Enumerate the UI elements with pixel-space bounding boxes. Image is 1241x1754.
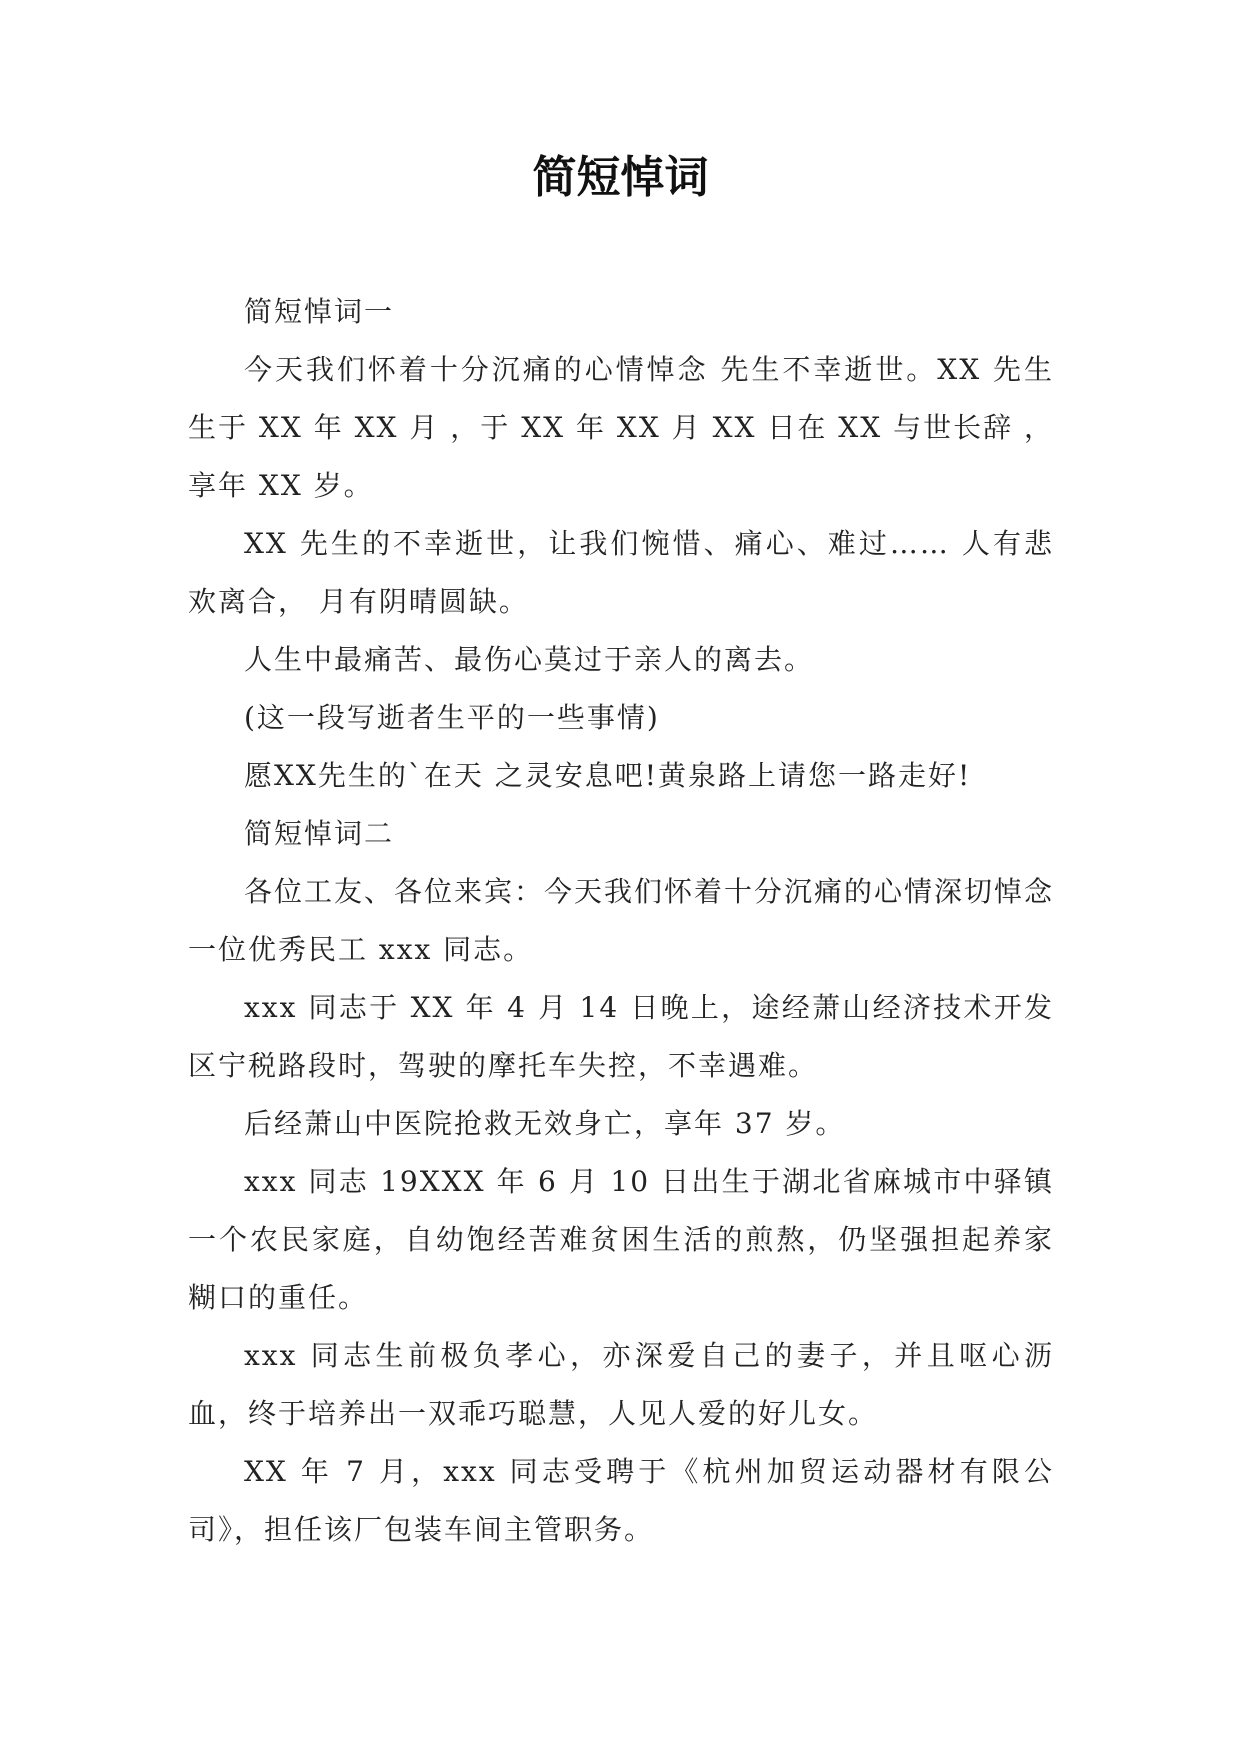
paragraph: XX 年 7 月，xxx 同志受聘于《杭州加贸运动器材有限公司》，担任该厂包装车间主管职务。 (188, 1455, 1054, 1546)
paragraph: (这一段写逝者生平的一些事情) (244, 701, 660, 734)
paragraph: 后经萧山中医院抢救无效身亡，享年 37 岁。 (244, 1107, 846, 1140)
paragraph: 愿XX先生的`在天 之灵安息吧!黄泉路上请您一路走好! (244, 759, 972, 792)
section-heading-1: 简短悼词一 (244, 295, 395, 328)
section-heading-2: 简短悼词二 (244, 817, 395, 850)
paragraph: 今天我们怀着十分沉痛的心情悼念 先生不幸逝世。XX 先生生于 XX 年 XX 月 ，于 XX 年 XX 月 XX 日在 XX 与世长辞 ，享年 XX 岁。 (188, 353, 1054, 502)
document-title: 简短悼词 (532, 152, 709, 203)
paragraph: 人生中最痛苦、最伤心莫过于亲人的离去。 (244, 643, 815, 676)
paragraph: xxx 同志 19XXX 年 6 月 10 日出生于湖北省麻城市中驿镇一个农民家庭，自幼饱经苦难贫困生活的煎熬，仍坚强担起养家糊口的重任。 (188, 1165, 1054, 1314)
paragraph: xxx 同志于 XX 年 4 月 14 日晚上，途经萧山经济技术开发区宁税路段时，驾驶的摩托车失控，不幸遇难。 (188, 991, 1054, 1082)
document-body (188, 283, 1054, 1559)
paragraph: 各位工友、各位来宾：今天我们怀着十分沉痛的心情深切悼念一位优秀民工 xxx 同志。 (188, 875, 1055, 966)
paragraph: XX 先生的不幸逝世，让我们惋惜、痛心、难过…… 人有悲欢离合， 月有阴晴圆缺。 (188, 527, 1054, 618)
paragraph: xxx 同志生前极负孝心，亦深爱自己的妻子，并且呕心沥血，终于培养出一双乖巧聪慧，人见人爱的好儿女。 (188, 1339, 1054, 1430)
